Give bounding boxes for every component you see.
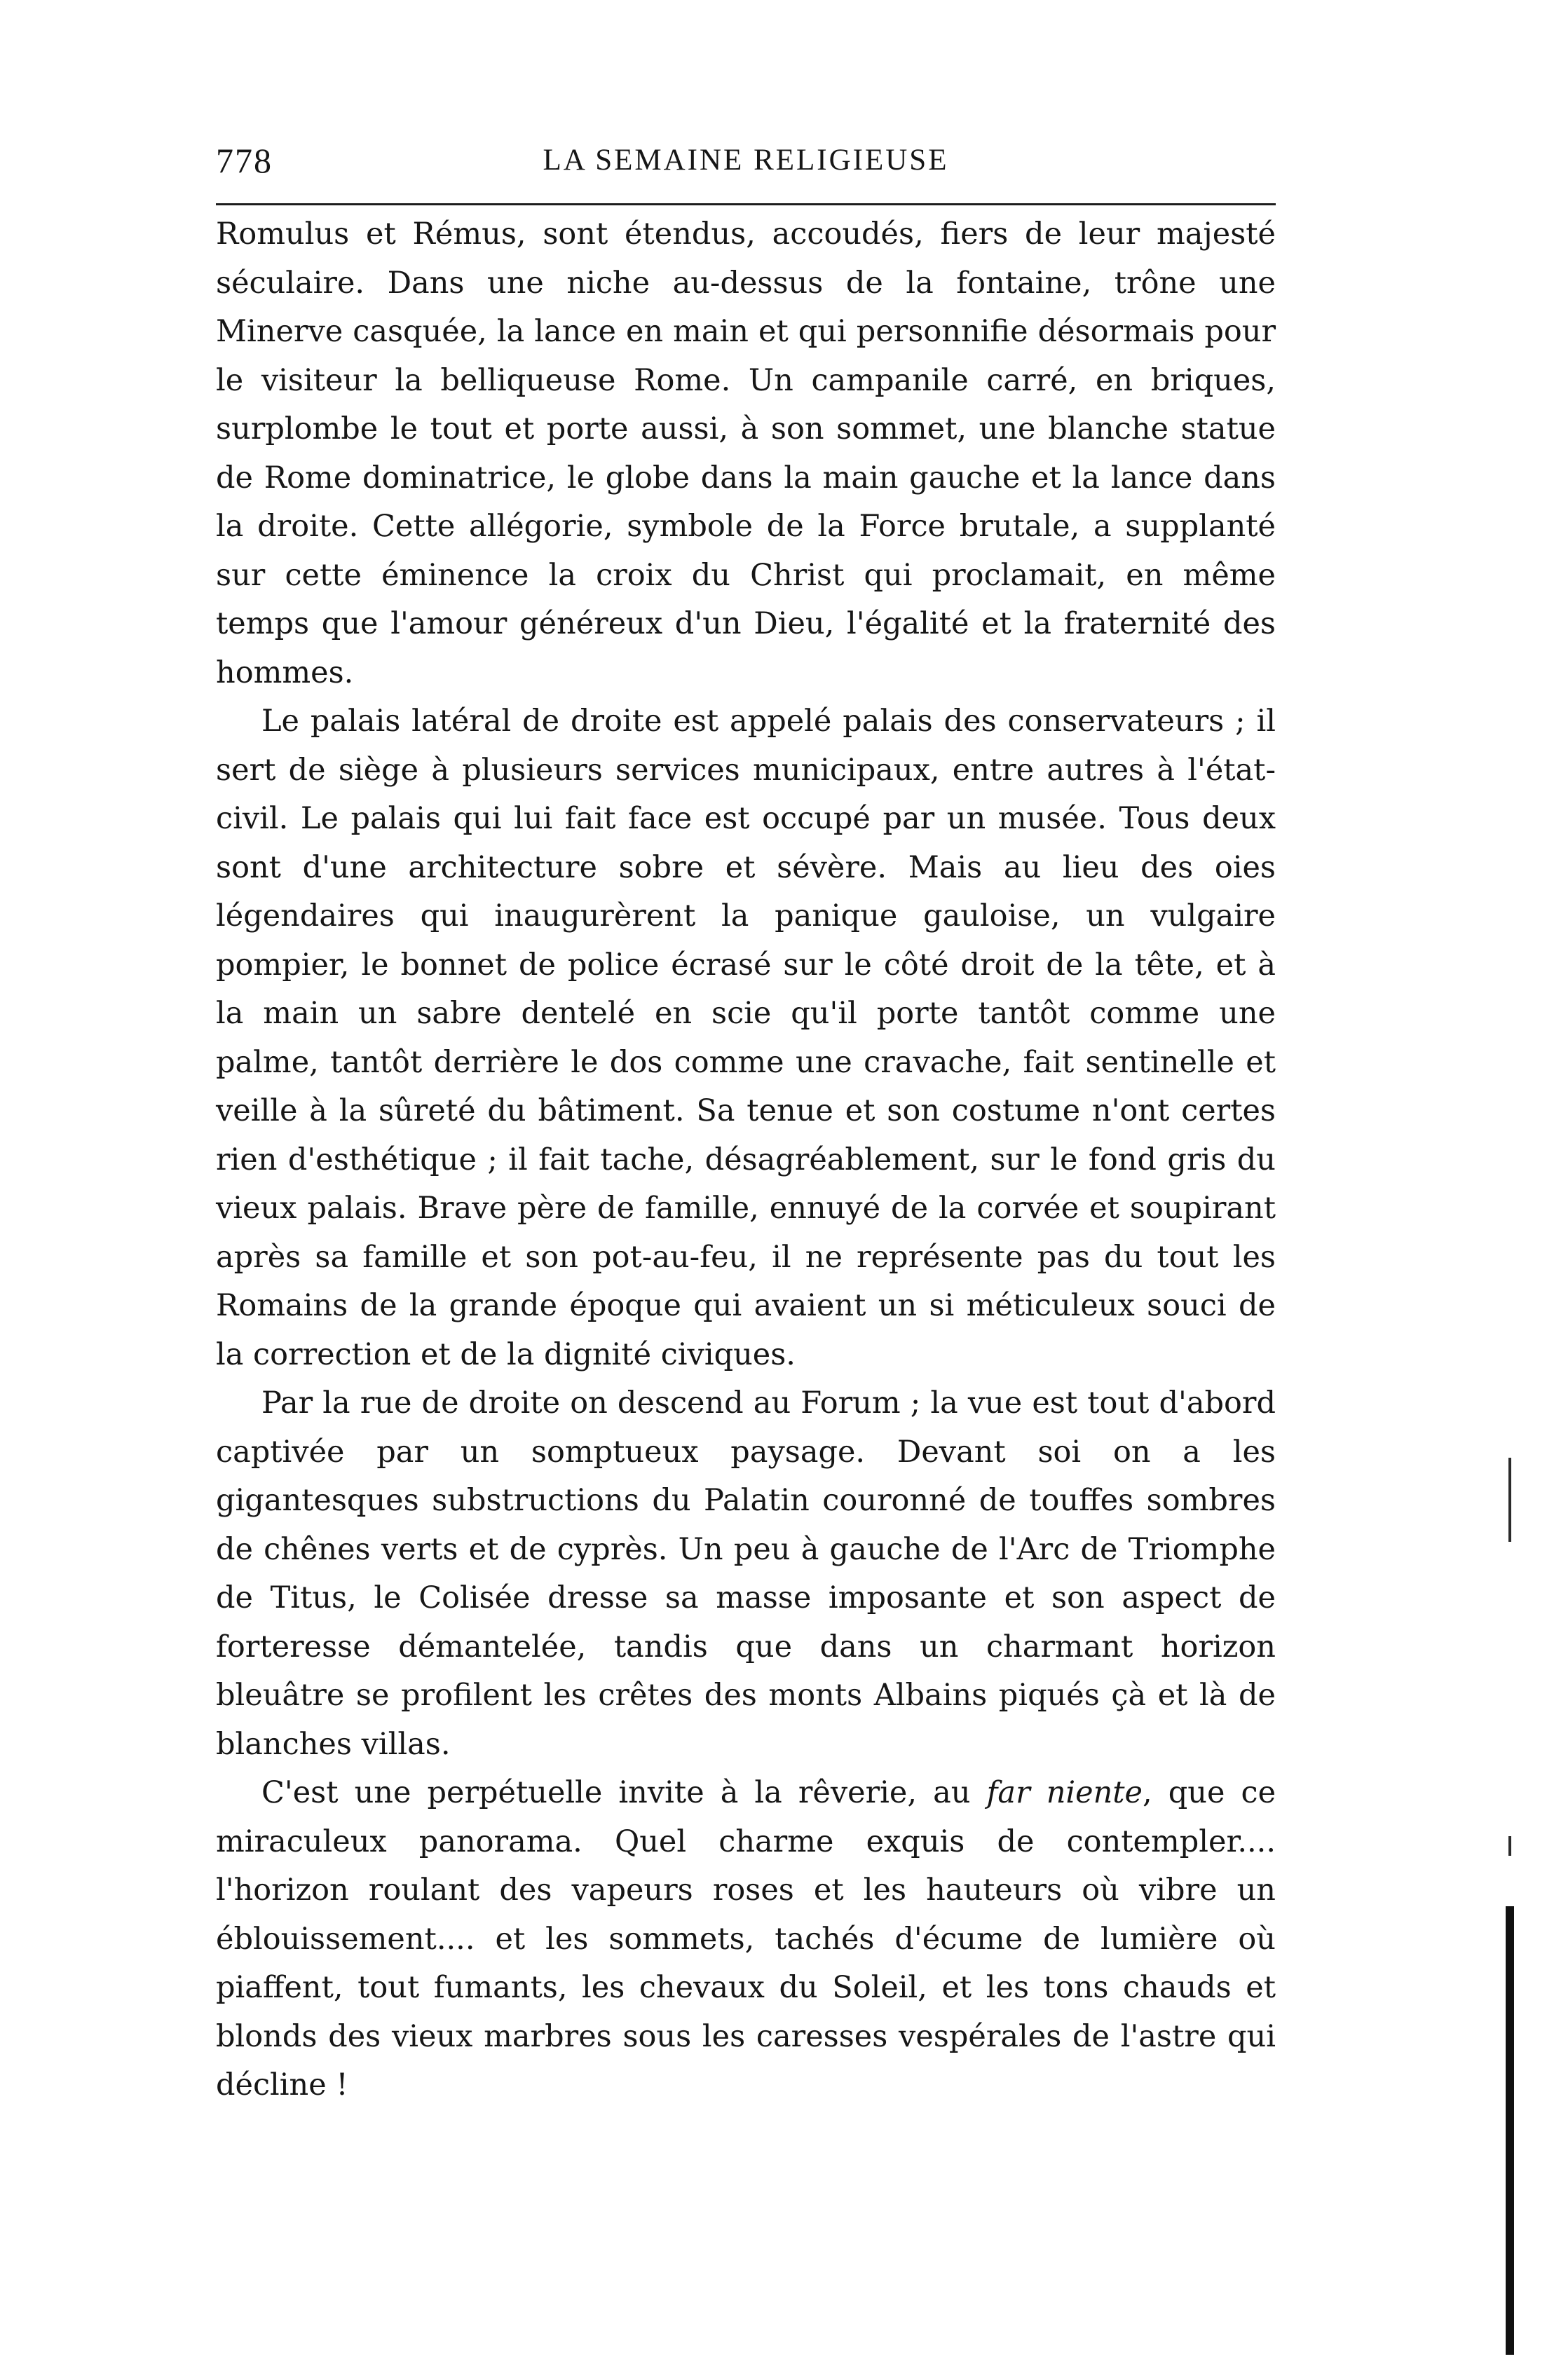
body-text bbox=[216, 210, 1276, 2110]
paragraph-4-text-end: , que ce miraculeux panorama. Quel charme exquis de contempler.... l'horizon roulant des vapeurs roses et les hauteurs où vibre un éblouissement.... et les sommets, tachés d'écume de lumière où piaffent, tout fumants, les chevaux du Soleil, et les tons chauds et blonds des vieux marbres sous les caresses vespérales de l'astre qui décline ! bbox=[216, 1775, 1276, 2102]
page-header bbox=[216, 133, 1276, 189]
paragraph-4 bbox=[216, 1769, 1276, 2110]
page-number: 778 bbox=[216, 141, 273, 180]
header-rule bbox=[216, 203, 1276, 205]
scan-edge-mark bbox=[1508, 1836, 1511, 1856]
paragraph-3: Par la rue de droite on descend au Forum ; la vue est tout d'abord captivée par un somptueux paysage. Devant soi on a les gigantesques substructions du Palatin couronné de touffes sombres de chênes verts et de cyprès. Un peu à gauche de l'Arc de Triomphe de Titus, le Colisée dresse sa masse imposante et son aspect de forteresse démantelée, tandis que dans un charmant horizon bleuâtre se profilent les crêtes des monts Albains piqués çà et là de blanches villas. bbox=[216, 1386, 1276, 1762]
paragraph-1: Romulus et Rémus, sont étendus, accoudés, fiers de leur majesté séculaire. Dans une niche au-dessus de la fontaine, trône une Minerve casquée, la lance en main et qui personnifie désormais pour le visiteur la belliqueuse Rome. Un campanile carré, en briques, surplombe le tout et porte aussi, à son sommet, une blanche statue de Rome dominatrice, le globe dans la main gauche et la lance dans la droite. Cette allégorie, symbole de la Force brutale, a supplanté sur cette éminence la croix du Christ qui proclamait, en même temps que l'amour généreux d'un Dieu, l'égalité et la fraternité des hommes. bbox=[216, 217, 1276, 690]
scan-edge-marks bbox=[1506, 1458, 1515, 2369]
paragraph-2: Le palais latéral de droite est appelé palais des conservateurs ; il sert de siège à plusieurs services municipaux, entre autres à l'état-civil. Le palais qui lui fait face est occupé par un musée. Tous deux sont d'une architecture sobre et sévère. Mais au lieu des oies légendaires qui inaugurèrent la panique gauloise, un vulgaire pompier, le bonnet de police écrasé sur le côté droit de la tête, et à la main un sabre dentelé en scie qu'il porte tantôt comme une palme, tantôt derrière le dos comme une cravache, fait sentinelle et veille à la sûreté du bâtiment. Sa tenue et son costume n'ont certes rien d'esthétique ; il fait tache, désagréablement, sur le fond gris du vieux palais. Brave père de famille, ennuyé de la corvée et soupirant après sa famille et son pot-au-feu, il ne représente pas du tout les Romains de la grande époque qui avaient un si méticuleux souci de la correction et de la dignité civiques. bbox=[216, 704, 1276, 1372]
scan-edge-mark bbox=[1508, 1458, 1511, 1542]
italic-phrase: far niente bbox=[986, 1775, 1143, 1810]
scan-edge-mark bbox=[1506, 1906, 1514, 2355]
running-title: LA SEMAINE RELIGIEUSE bbox=[543, 144, 949, 177]
paragraph-4-text-start: C'est une perpétuelle invite à la rêverie, au bbox=[261, 1775, 987, 1810]
